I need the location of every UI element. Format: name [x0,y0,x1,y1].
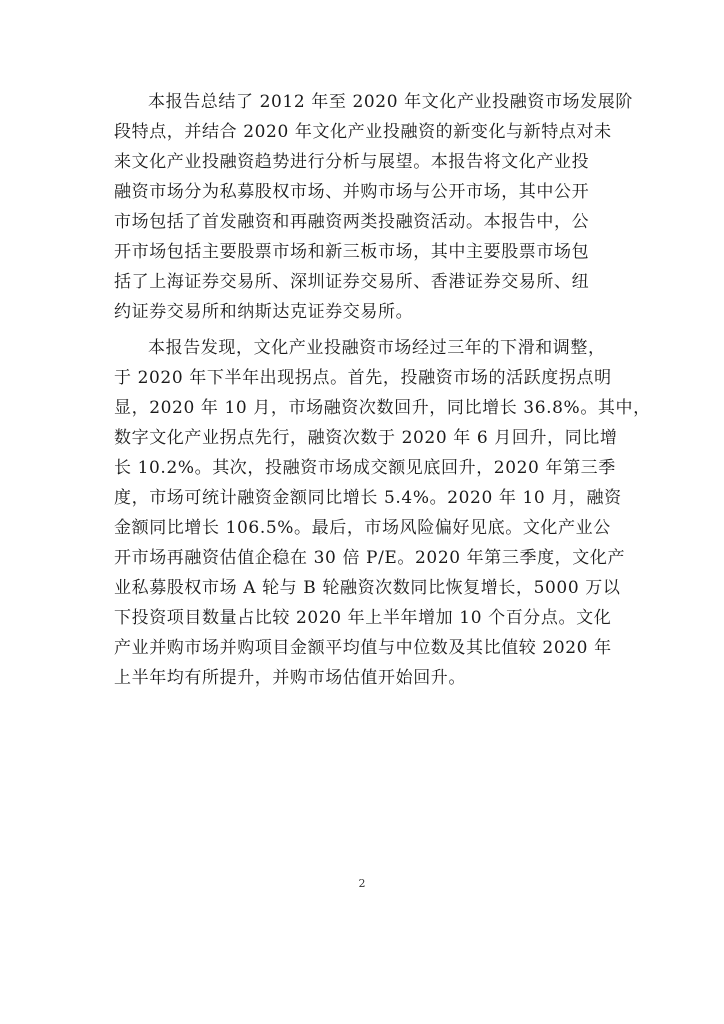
paragraph-2-line-6: 度，市场可统计融资金额同比增长 5.4%。2020 年 10 月，融资 [114,488,622,508]
paragraph-2-line-7: 金额同比增长 106.5%。最后，市场风险偏好见底。文化产业公 [114,518,611,538]
paragraph-2-line-5: 长 10.2%。其次，投融资市场成交额见底回升，2020 年第三季 [114,458,616,478]
paragraph-1-line-5: 市场包括了首发融资和再融资两类投融资活动。本报告中，公 [114,212,590,232]
paragraph-2-line-12: 上半年均有所提升，并购市场估值开始回升。 [114,668,466,688]
paragraph-2-line-11: 产业并购市场并购项目金额平均值与中位数及其比值较 2020 年 [114,638,612,658]
paragraph-1-line-8: 约证券交易所和纳斯达克证券交易所。 [114,302,414,322]
paragraph-2-line-9: 业私募股权市场 A 轮与 B 轮融资次数同比恢复增长，5000 万以 [114,578,621,598]
paragraph-1-line-4: 融资市场分为私募股权市场、并购市场与公开市场，其中公开 [114,182,590,202]
paragraph-2-line-4: 数字文化产业拐点先行，融资次数于 2020 年 6 月回升，同比增 [114,428,618,448]
paragraph-2-line-8: 开市场再融资估值企稳在 30 倍 P/E。2020 年第三季度，文化产 [114,548,626,568]
paragraph-1-line-2: 段特点，并结合 2020 年文化产业投融资的新变化与新特点对未 [114,122,612,142]
paragraph-1-line-6: 开市场包括主要股票市场和新三板市场，其中主要股票市场包 [114,242,590,262]
paragraph-2-line-2: 于 2020 年下半年出现拐点。首先，投融资市场的活跃度拐点明 [114,368,612,388]
paragraph-1-line-7: 括了上海证券交易所、深圳证券交易所、香港证券交易所、纽 [114,272,590,292]
paragraph-2-line-3: 显，2020 年 10 月，市场融资次数回升，同比增长 36.8%。其中， [114,398,651,418]
paragraph-2-line-10: 下投资项目数量占比较 2020 年上半年增加 10 个百分点。文化 [114,608,612,628]
page-number: 2 [358,877,366,890]
paragraph-2-line-1: 本报告发现，文化产业投融资市场经过三年的下滑和调整， [148,338,606,358]
paragraph-1-line-1: 本报告总结了 2012 年至 2020 年文化产业投融资市场发展阶 [148,92,633,112]
paragraph-1-line-3: 来文化产业投融资趋势进行分析与展望。本报告将文化产业投 [114,152,590,172]
